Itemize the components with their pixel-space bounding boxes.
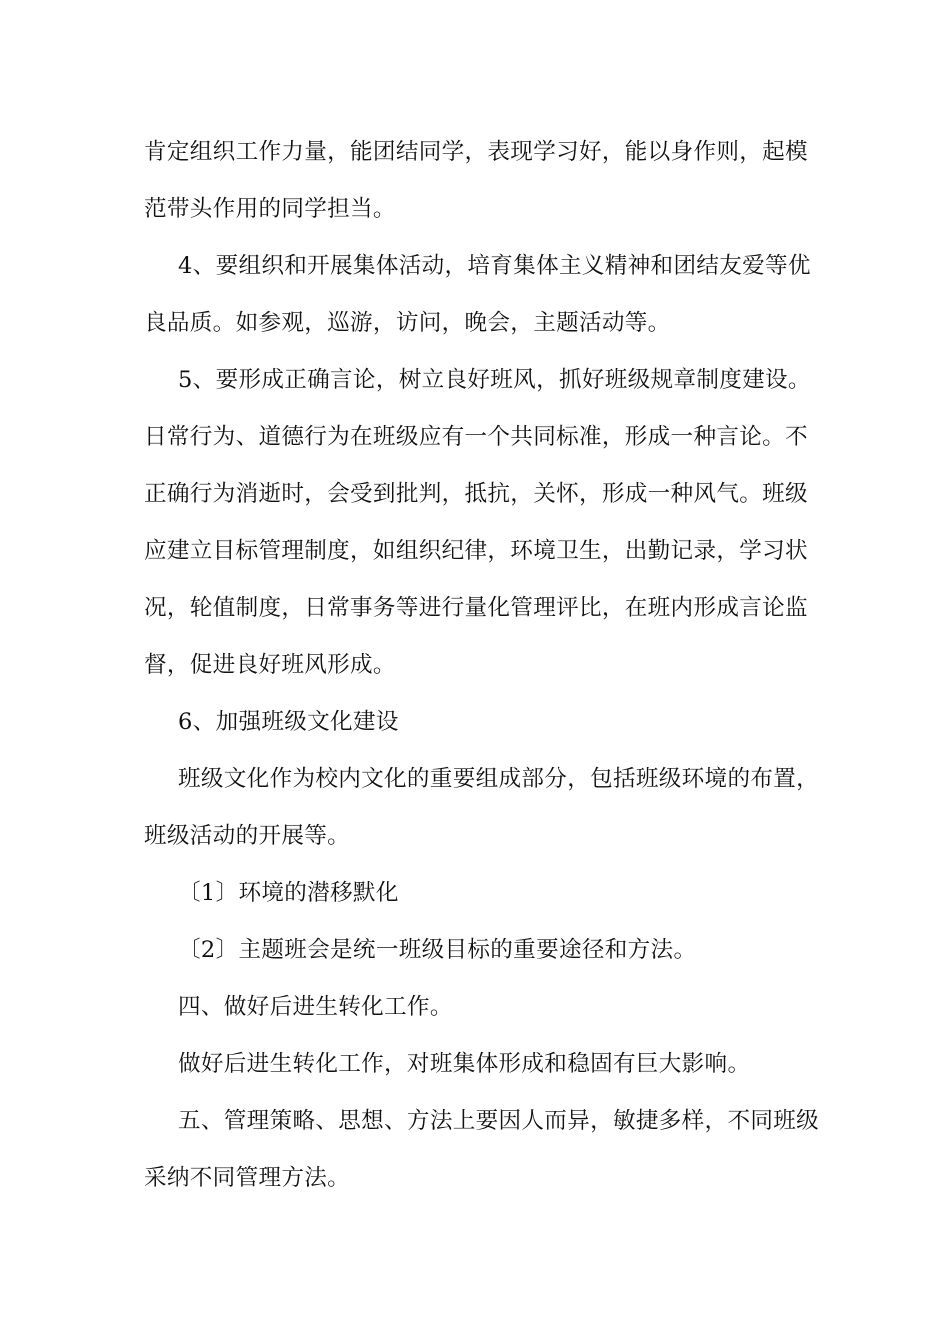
paragraph-line-first: 4、要组织和开展集体活动，培育集体主义精神和团结友爱等优	[178, 253, 811, 279]
paragraph-line-first: 〔1〕环境的潜移默化	[178, 880, 399, 906]
paragraph-line: 良品质。如参观，巡游，访问，晚会，主题活动等。	[144, 310, 671, 336]
paragraph-line-first: 5、要形成正确言论，树立良好班风，抓好班级规章制度建设。	[178, 367, 811, 393]
paragraph-line: 况，轮值制度，日常事务等进行量化管理评比，在班内形成言论监	[144, 595, 808, 621]
paragraph-line-first: 五、管理策略、思想、方法上要因人而异，敏捷多样，不同班级	[178, 1108, 820, 1134]
paragraph-line: 班级活动的开展等。	[144, 823, 351, 849]
paragraph-line-first: 6、加强班级文化建设	[178, 709, 399, 735]
paragraph-line-first: 〔2〕主题班会是统一班级目标的重要途径和方法。	[178, 937, 697, 963]
paragraph-line: 督，促进良好班风形成。	[144, 652, 396, 678]
document-body	[144, 124, 820, 1207]
paragraph-line: 正确行为消逝时，会受到批判，抵抗，关怀，形成一种风气。班级	[144, 481, 808, 507]
paragraph-line-first: 做好后进生转化工作，对班集体形成和稳固有巨大影响。	[178, 1051, 751, 1077]
paragraph-line: 日常行为、道德行为在班级应有一个共同标准，形成一种言论。不	[144, 424, 808, 450]
paragraph-line-first: 班级文化作为校内文化的重要组成部分，包括班级环境的布置，	[178, 766, 820, 792]
paragraph-line-first: 肯定组织工作力量，能团结同学，表现学习好，能以身作则，起模	[144, 139, 808, 165]
paragraph-line: 采纳不同管理方法。	[144, 1165, 351, 1191]
paragraph-line: 应建立目标管理制度，如组织纪律，环境卫生，出勤记录，学习状	[144, 538, 808, 564]
paragraph-line: 范带头作用的同学担当。	[144, 196, 396, 222]
paragraph-line-first: 四、做好后进生转化工作。	[178, 994, 453, 1020]
